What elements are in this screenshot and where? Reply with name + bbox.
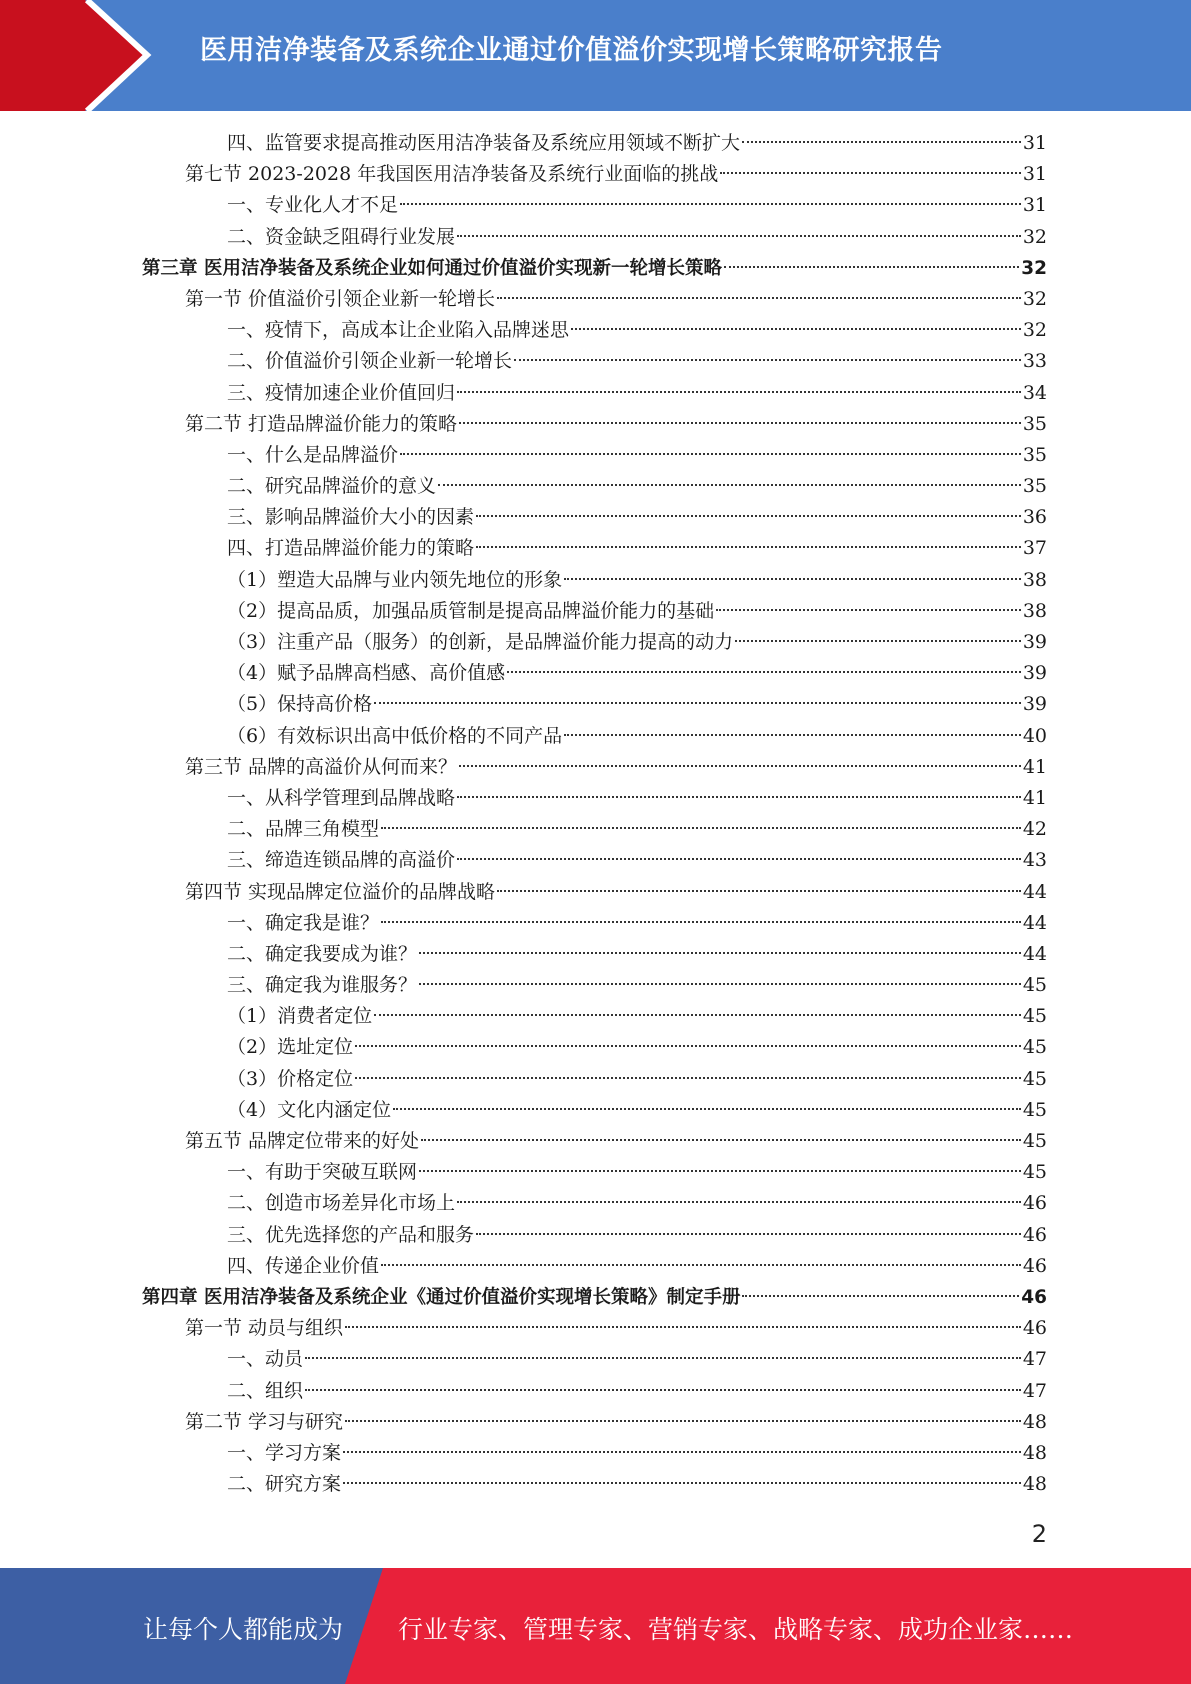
toc-dot-leader: [476, 515, 1021, 517]
footer-slogan-left: 让每个人都能成为: [143, 1615, 344, 1644]
toc-dot-leader: [400, 203, 1021, 205]
toc-entry-page: 43: [1022, 849, 1047, 872]
toc-dot-leader: [497, 890, 1021, 892]
toc-dot-leader: [438, 484, 1021, 486]
toc-entry-page: 46: [1022, 1254, 1047, 1277]
toc-entry-page: 31: [1022, 132, 1047, 154]
toc-entry-page: 46: [1022, 1192, 1047, 1215]
toc-entry-title: 三、影响品牌溢价大小的因素: [227, 506, 475, 529]
toc-entry-title: 一、什么是品牌溢价: [227, 443, 399, 466]
toc-subsection-entry[interactable]: [142, 346, 1047, 377]
toc-entry-page: 44: [1022, 880, 1047, 903]
toc-subsection-entry[interactable]: [142, 440, 1047, 471]
toc-dot-leader: [742, 1295, 1019, 1297]
table-of-contents: [142, 128, 1047, 1500]
toc-dot-leader: [735, 640, 1021, 642]
toc-dot-leader: [374, 702, 1021, 704]
page-number: 2: [1031, 1520, 1047, 1548]
toc-dot-leader: [507, 671, 1021, 673]
toc-entry-title: 三、优先选择您的产品和服务: [227, 1223, 475, 1246]
toc-entry-page: 33: [1022, 350, 1047, 373]
toc-entry-title: 第二节 打造品牌溢价能力的策略: [185, 412, 458, 435]
toc-subsection-entry[interactable]: [142, 1220, 1047, 1251]
toc-section-entry[interactable]: [142, 752, 1047, 783]
toc-dot-leader: [497, 297, 1021, 299]
toc-dot-leader: [374, 1014, 1021, 1016]
toc-dot-leader: [514, 359, 1021, 361]
toc-subsection-entry[interactable]: [142, 783, 1047, 814]
toc-section-entry[interactable]: [142, 1313, 1047, 1344]
toc-dot-leader: [343, 1451, 1021, 1453]
toc-subsection-entry[interactable]: [142, 315, 1047, 346]
toc-entry-title: 二、价值溢价引领企业新一轮增长: [227, 350, 513, 373]
toc-subsection-entry[interactable]: [142, 908, 1047, 939]
toc-dot-leader: [400, 453, 1021, 455]
toc-entry-page: 45: [1022, 1036, 1047, 1059]
report-title: 医用洁净装备及系统企业通过价值溢价实现增长策略研究报告: [200, 35, 943, 66]
toc-entry-page: 35: [1022, 475, 1047, 498]
toc-entry-page: 48: [1022, 1410, 1047, 1433]
toc-entry-page: 45: [1022, 1067, 1047, 1090]
toc-dot-leader: [355, 1077, 1021, 1079]
toc-entry-page: 48: [1022, 1441, 1047, 1464]
toc-dot-leader: [381, 827, 1021, 829]
toc-entry-title: 二、确定我要成为谁？: [227, 942, 418, 965]
toc-subsection-entry[interactable]: [142, 565, 1047, 596]
toc-entry-page: 39: [1022, 631, 1047, 653]
toc-dot-leader: [305, 1389, 1021, 1391]
toc-dot-leader: [457, 235, 1021, 237]
toc-entry-page: 41: [1022, 786, 1047, 809]
toc-subsection-entry[interactable]: [142, 1438, 1047, 1469]
toc-entry-page: 39: [1022, 693, 1047, 716]
toc-entry-page: 40: [1022, 724, 1047, 747]
toc-entry-page: 35: [1022, 443, 1047, 466]
toc-dot-leader: [419, 983, 1021, 985]
toc-subsection-entry[interactable]: [142, 845, 1047, 876]
toc-section-entry[interactable]: [142, 1407, 1047, 1438]
toc-entry-page: 35: [1022, 412, 1047, 435]
toc-dot-leader: [343, 1482, 1021, 1484]
toc-dot-leader: [476, 546, 1021, 548]
toc-subsection-entry[interactable]: [142, 128, 1047, 159]
toc-dot-leader: [564, 734, 1021, 736]
toc-entry-title: 第四节 实现品牌定位溢价的品牌战略: [185, 880, 496, 903]
toc-entry-title: （1）消费者定位: [227, 1005, 373, 1028]
toc-entry-page: 37: [1022, 537, 1047, 560]
toc-dot-leader: [457, 858, 1021, 860]
toc-subsection-entry[interactable]: [142, 721, 1047, 752]
toc-subsection-entry[interactable]: [142, 1469, 1047, 1500]
toc-dot-leader: [716, 609, 1021, 611]
toc-subsection-entry[interactable]: [142, 378, 1047, 409]
toc-entry-page: 47: [1022, 1348, 1047, 1371]
toc-entry-title: 二、品牌三角模型: [227, 818, 380, 841]
toc-subsection-entry[interactable]: [142, 190, 1047, 221]
toc-entry-page: 45: [1022, 1098, 1047, 1121]
toc-dot-leader: [459, 765, 1021, 767]
toc-section-entry[interactable]: [142, 1126, 1047, 1157]
toc-chapter-entry[interactable]: [142, 253, 1047, 284]
toc-entry-page: 38: [1022, 599, 1047, 622]
toc-dot-leader: [305, 1357, 1021, 1359]
toc-entry-title: 三、疫情加速企业价值回归: [227, 381, 456, 404]
toc-entry-page: 44: [1022, 911, 1047, 934]
toc-dot-leader: [419, 1170, 1021, 1172]
toc-entry-title: 第七节 2023-2028 年我国医用洁净装备及系统行业面临的挑战: [185, 163, 719, 186]
toc-subsection-entry[interactable]: [142, 939, 1047, 970]
toc-entry-page: 41: [1022, 755, 1047, 778]
toc-entry-page: 45: [1022, 1161, 1047, 1184]
toc-dot-leader: [457, 796, 1021, 798]
toc-entry-title: 二、研究品牌溢价的意义: [227, 475, 437, 498]
toc-dot-leader: [742, 141, 1021, 143]
toc-section-entry[interactable]: [142, 409, 1047, 440]
toc-subsection-entry[interactable]: [142, 627, 1047, 658]
toc-dot-leader: [457, 1201, 1021, 1203]
toc-dot-leader: [724, 266, 1019, 268]
toc-entry-title: （5）保持高价格: [227, 693, 373, 716]
toc-dot-leader: [476, 1233, 1021, 1235]
toc-entry-page: 47: [1022, 1379, 1047, 1402]
toc-entry-title: 第一节 价值溢价引领企业新一轮增长: [185, 287, 496, 310]
page-header: [0, 0, 1191, 111]
toc-section-entry[interactable]: [142, 877, 1047, 908]
toc-dot-leader: [393, 1108, 1021, 1110]
toc-subsection-entry[interactable]: [142, 658, 1047, 689]
toc-entry-title: 一、疫情下，高成本让企业陷入品牌迷思: [227, 319, 570, 342]
toc-entry-title: （3）注重产品（服务）的创新，是品牌溢价能力提高的动力: [227, 631, 734, 653]
toc-entry-title: 四、打造品牌溢价能力的策略: [227, 537, 475, 560]
toc-section-entry[interactable]: [142, 159, 1047, 190]
toc-section-entry[interactable]: [142, 284, 1047, 315]
toc-subsection-entry[interactable]: [142, 1032, 1047, 1063]
toc-entry-title: 二、资金缺乏阻碍行业发展: [227, 225, 456, 248]
toc-dot-leader: [564, 578, 1021, 580]
toc-dot-leader: [345, 1326, 1021, 1328]
toc-subsection-entry[interactable]: [142, 533, 1047, 564]
toc-entry-title: 第二节 学习与研究: [185, 1410, 344, 1433]
toc-subsection-entry[interactable]: [142, 502, 1047, 533]
toc-subsection-entry[interactable]: [142, 1095, 1047, 1126]
toc-entry-page: 46: [1022, 1223, 1047, 1246]
toc-entry-title: 四、传递企业价值: [227, 1254, 380, 1277]
toc-entry-page: 39: [1022, 662, 1047, 685]
toc-entry-page: 42: [1022, 818, 1047, 841]
toc-subsection-entry[interactable]: [142, 471, 1047, 502]
toc-entry-page: 38: [1022, 568, 1047, 591]
toc-entry-page: 44: [1022, 942, 1047, 965]
toc-entry-title: 第三章 医用洁净装备及系统企业如何通过价值溢价实现新一轮增长策略: [142, 257, 722, 279]
toc-entry-title: 二、研究方案: [227, 1473, 342, 1496]
toc-entry-page: 46: [1021, 1286, 1047, 1308]
toc-dot-leader: [457, 391, 1021, 393]
toc-entry-page: 48: [1022, 1473, 1047, 1496]
toc-entry-title: 二、组织: [227, 1379, 304, 1402]
toc-entry-page: 45: [1022, 1130, 1047, 1152]
toc-dot-leader: [459, 422, 1021, 424]
toc-entry-title: 一、动员: [227, 1348, 304, 1371]
toc-entry-page: 32: [1021, 257, 1047, 279]
toc-subsection-entry[interactable]: [142, 1376, 1047, 1407]
toc-subsection-entry[interactable]: [142, 1188, 1047, 1219]
toc-dot-leader: [381, 1264, 1021, 1266]
toc-entry-title: （3）价格定位: [227, 1067, 354, 1090]
toc-entry-title: 第一节 动员与组织: [185, 1317, 344, 1340]
toc-entry-title: 四、监管要求提高推动医用洁净装备及系统应用领域不断扩大: [227, 132, 741, 154]
toc-entry-title: （4）文化内涵定位: [227, 1098, 392, 1121]
toc-subsection-entry[interactable]: [142, 1344, 1047, 1375]
toc-entry-title: （4）赋予品牌高档感、高价值感: [227, 662, 506, 685]
toc-entry-title: （2）提高品质，加强品质管制是提高品牌溢价能力的基础: [227, 599, 715, 622]
footer-slogan-right: 行业专家、管理专家、营销专家、战略专家、成功企业家……: [398, 1615, 1074, 1644]
toc-entry-page: 36: [1022, 506, 1047, 529]
toc-subsection-entry[interactable]: [142, 1064, 1047, 1095]
toc-entry-page: 46: [1022, 1317, 1047, 1340]
toc-subsection-entry[interactable]: [142, 970, 1047, 1001]
toc-entry-title: 一、学习方案: [227, 1441, 342, 1464]
toc-subsection-entry[interactable]: [142, 222, 1047, 253]
toc-entry-title: （1）塑造大品牌与业内领先地位的形象: [227, 568, 563, 591]
toc-dot-leader: [381, 921, 1021, 923]
toc-dot-leader: [571, 328, 1021, 330]
toc-entry-title: 一、确定我是谁？: [227, 911, 380, 934]
toc-subsection-entry[interactable]: [142, 689, 1047, 720]
toc-entry-title: 第三节 品牌的高溢价从何而来？: [185, 755, 458, 778]
toc-dot-leader: [421, 1139, 1021, 1141]
toc-entry-title: 第五节 品牌定位带来的好处: [185, 1130, 420, 1152]
toc-entry-page: 45: [1022, 1005, 1047, 1028]
page-footer: [0, 1568, 1191, 1684]
toc-dot-leader: [720, 172, 1021, 174]
toc-entry-title: （6）有效标识出高中低价格的不同产品: [227, 724, 563, 747]
toc-entry-title: 三、确定我为谁服务？: [227, 974, 418, 997]
toc-entry-title: 一、从科学管理到品牌战略: [227, 786, 456, 809]
toc-entry-title: 一、有助于突破互联网: [227, 1161, 418, 1184]
toc-dot-leader: [345, 1420, 1021, 1422]
toc-dot-leader: [355, 1045, 1021, 1047]
toc-entry-page: 31: [1022, 194, 1047, 217]
toc-entry-title: 三、缔造连锁品牌的高溢价: [227, 849, 456, 872]
toc-entry-title: 二、创造市场差异化市场上: [227, 1192, 456, 1215]
toc-subsection-entry[interactable]: [142, 1157, 1047, 1188]
toc-subsection-entry[interactable]: [142, 814, 1047, 845]
toc-subsection-entry[interactable]: [142, 1251, 1047, 1282]
toc-dot-leader: [419, 952, 1021, 954]
toc-entry-page: 45: [1022, 974, 1047, 997]
toc-subsection-entry[interactable]: [142, 596, 1047, 627]
toc-entry-page: 32: [1022, 287, 1047, 310]
toc-entry-page: 32: [1022, 225, 1047, 248]
toc-entry-page: 31: [1022, 163, 1047, 186]
toc-entry-page: 34: [1022, 381, 1047, 404]
toc-entry-title: 第四章 医用洁净装备及系统企业《通过价值溢价实现增长策略》制定手册: [142, 1286, 741, 1308]
toc-subsection-entry[interactable]: [142, 1001, 1047, 1032]
toc-entry-title: （2）选址定位: [227, 1036, 354, 1059]
toc-entry-page: 32: [1022, 319, 1047, 342]
toc-entry-title: 一、专业化人才不足: [227, 194, 399, 217]
toc-chapter-entry[interactable]: [142, 1282, 1047, 1313]
